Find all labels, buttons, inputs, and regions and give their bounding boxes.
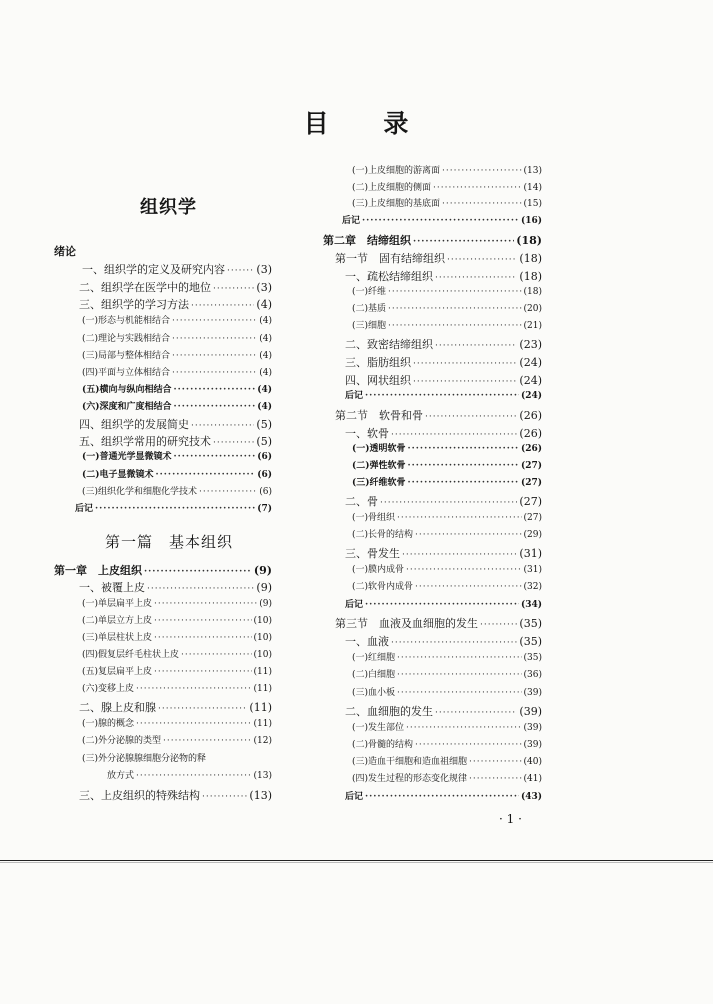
toc-entry (352, 741, 542, 750)
toc-entry (79, 702, 272, 714)
toc-entry-page: (9) (256, 581, 272, 594)
toc-entry-page: (20) (523, 304, 542, 314)
toc-leader-dots (391, 431, 517, 440)
toc-entry (54, 246, 272, 258)
toc-entry-page: (24) (519, 374, 542, 387)
toc-entry-page: (31) (523, 565, 542, 575)
toc-entry-title: (三)单层柱状上皮 (82, 633, 153, 643)
toc-leader-dots (362, 217, 519, 226)
toc-entry-title: (二)弹性软骨 (352, 461, 406, 471)
footer-rule-shadow (0, 862, 713, 863)
toc-entry-page: (10) (253, 650, 272, 660)
toc-entry-title: (一)上皮细胞的游离面 (352, 166, 441, 176)
toc-leader-dots (425, 413, 517, 422)
toc-entry-page: (32) (523, 582, 542, 592)
toc-entry-page: (6) (257, 452, 272, 462)
toc-entry (335, 253, 542, 265)
toc-entry (79, 436, 272, 448)
toc-entry-title: (一)腺的概念 (82, 719, 135, 729)
toc-entry (352, 583, 542, 592)
toc-entry (352, 305, 542, 314)
part-number: 第一篇 (105, 533, 154, 551)
toc-entry-title: 二、骨 (345, 495, 378, 508)
toc-entry-title: 二、组织学在医学中的地位 (79, 281, 211, 294)
toc-entry-page: (34) (520, 600, 542, 610)
toc-entry-title: (二)上皮细胞的侧面 (352, 183, 432, 193)
toc-entry-title: 四、网状组织 (345, 374, 411, 387)
toc-entry-title: (四)平面与立体相结合 (82, 368, 171, 378)
toc-leader-dots (408, 445, 519, 454)
toc-entry-page: (10) (253, 616, 272, 626)
toc-entry (352, 288, 542, 297)
toc-entry-title: (三)组织化学和细胞化学技术 (82, 487, 198, 497)
toc-entry (352, 654, 542, 663)
toc-entry-page: (26) (519, 409, 542, 422)
toc-entry-title: (一)纤维 (352, 287, 387, 297)
toc-entry-page: (41) (523, 774, 542, 784)
toc-leader-dots (413, 360, 517, 369)
toc-entry (82, 634, 272, 643)
toc-leader-dots (191, 302, 254, 311)
toc-entry-page: (35) (519, 635, 542, 648)
toc-entry-page: (21) (523, 321, 542, 331)
part-heading (105, 531, 233, 552)
toc-entry-title: 后记 (345, 792, 364, 802)
toc-leader-dots (397, 689, 521, 698)
toc-entry (82, 386, 272, 395)
toc-entry (82, 668, 272, 677)
toc-entry-title: (一)红细胞 (352, 653, 396, 663)
toc-entry-page: (39) (523, 723, 542, 733)
toc-entry-title: 五、组织学常用的研究技术 (79, 435, 211, 448)
toc-leader-dots (415, 741, 521, 750)
toc-entry (82, 685, 272, 694)
toc-leader-dots (199, 488, 257, 497)
toc-entry-page: (26) (519, 427, 542, 440)
toc-leader-dots (435, 709, 517, 718)
toc-leader-dots (442, 167, 521, 176)
toc-entry (345, 548, 542, 560)
toc-entry-page: (31) (519, 547, 542, 560)
toc-entry-title: 二、致密结缔组织 (345, 338, 433, 351)
toc-leader-dots (191, 422, 254, 431)
toc-entry-title: 第一章 上皮组织 (54, 564, 142, 577)
toc-entry-page: (15) (523, 199, 542, 209)
toc-entry-title: (五)复层扁平上皮 (82, 667, 153, 677)
toc-entry-title: 第三节 血液及血细胞的发生 (335, 617, 478, 630)
toc-leader-dots (154, 600, 257, 609)
toc-leader-dots (202, 793, 247, 802)
toc-leader-dots (136, 772, 252, 781)
toc-entry-title: (六)深度和广度相结合 (82, 402, 172, 412)
toc-leader-dots (406, 566, 521, 575)
page-title (0, 104, 713, 140)
toc-entry (345, 339, 542, 351)
toc-entry-title: (三)外分泌腺腺细胞分泌物的释 (82, 754, 207, 764)
toc-entry (352, 671, 542, 680)
toc-entry (352, 531, 542, 540)
toc-entry (352, 445, 542, 454)
toc-entry-page: (27) (519, 495, 542, 508)
toc-entry-page: (9) (253, 564, 272, 577)
toc-leader-dots (397, 514, 521, 523)
toc-entry-page: (4) (256, 298, 272, 311)
toc-entry (345, 428, 542, 440)
toc-entry-title: (四)发生过程的形态变化规律 (352, 774, 468, 784)
page-number: · 1 · (499, 812, 522, 826)
toc-entry-title: 三、骨发生 (345, 547, 400, 560)
toc-leader-dots (388, 288, 521, 297)
toc-entry-title: 第二节 软骨和骨 (335, 409, 423, 422)
toc-leader-dots (408, 479, 519, 488)
toc-entry-title: 三、上皮组织的特殊结构 (79, 789, 200, 802)
toc-entry (323, 235, 542, 247)
toc-entry-title: (一)普通光学显微镜术 (82, 452, 172, 462)
toc-entry-title: (二)骨髓的结构 (352, 740, 414, 750)
toc-entry-title: (一)骨组织 (352, 513, 396, 523)
toc-entry (335, 410, 542, 422)
toc-entry (82, 617, 272, 626)
toc-entry (79, 582, 272, 594)
toc-entry (82, 453, 272, 462)
toc-entry-title: 绪论 (54, 245, 76, 258)
toc-leader-dots (406, 724, 521, 733)
toc-leader-dots (447, 256, 517, 265)
toc-leader-dots (397, 654, 521, 663)
toc-entry-page: (40) (523, 757, 542, 767)
toc-leader-dots (174, 453, 256, 462)
toc-leader-dots (154, 617, 251, 626)
toc-entry (345, 375, 542, 387)
toc-entry-page: (11) (253, 667, 272, 677)
toc-entry (79, 790, 272, 802)
toc-entry-page: (35) (519, 617, 542, 630)
toc-entry-page: (3) (256, 281, 272, 294)
toc-entry-page: (23) (519, 338, 542, 351)
toc-entry (352, 479, 542, 488)
toc-entry-page: (6) (257, 470, 272, 480)
toc-entry-page: (29) (523, 530, 542, 540)
toc-leader-dots (136, 720, 251, 729)
toc-entry (79, 419, 272, 431)
toc-leader-dots (172, 317, 257, 326)
toc-leader-dots (144, 568, 252, 577)
toc-entry (79, 299, 272, 311)
toc-entry-page: (26) (520, 444, 542, 454)
toc-entry-page: (9) (259, 599, 272, 609)
toc-entry (352, 462, 542, 471)
toc-leader-dots (442, 200, 521, 209)
toc-leader-dots (172, 369, 257, 378)
toc-entry-page: (7) (257, 504, 272, 514)
toc-entry (335, 618, 542, 630)
toc-leader-dots (158, 705, 247, 714)
toc-entry-page: (6) (259, 487, 272, 497)
toc-leader-dots (163, 737, 251, 746)
toc-entry (352, 724, 542, 733)
toc-entry-page: (36) (523, 670, 542, 680)
toc-entry (352, 200, 542, 209)
toc-entry-page: (13) (523, 166, 542, 176)
toc-entry-title: (三)局部与整体相结合 (82, 351, 171, 361)
toc-entry (82, 488, 272, 497)
toc-entry (345, 392, 542, 401)
toc-entry-title: 三、脂肪组织 (345, 356, 411, 369)
toc-leader-dots (181, 651, 251, 660)
toc-entry (82, 264, 272, 276)
toc-entry-title: (二)基质 (352, 304, 387, 314)
toc-entry-page: (35) (523, 653, 542, 663)
toc-leader-dots (154, 634, 251, 643)
toc-leader-dots (408, 462, 519, 471)
toc-entry (82, 737, 272, 746)
toc-entry-title: (二)白细胞 (352, 670, 396, 680)
toc-entry (345, 271, 542, 283)
toc-entry-title: 一、疏松结缔组织 (345, 270, 433, 283)
toc-leader-dots (435, 342, 517, 351)
toc-leader-dots (95, 505, 255, 514)
toc-entry-title: (三)上皮细胞的基底面 (352, 199, 441, 209)
toc-entry-title: 后记 (345, 600, 364, 610)
toc-entry (107, 772, 272, 781)
toc-leader-dots (388, 305, 521, 314)
toc-entry-page: (18) (516, 234, 542, 247)
toc-entry-page: (14) (523, 183, 542, 193)
toc-entry (82, 720, 272, 729)
toc-leader-dots (147, 585, 254, 594)
toc-entry-title: 一、组织学的定义及研究内容 (82, 263, 225, 276)
toc-entry (345, 636, 542, 648)
toc-entry (345, 601, 542, 610)
toc-entry-title: 放方式 (107, 771, 135, 781)
toc-entry (82, 369, 272, 378)
toc-entry (82, 471, 272, 480)
toc-entry (54, 565, 272, 577)
toc-entry (352, 184, 542, 193)
toc-entry-page: (43) (520, 792, 542, 802)
toc-entry-page: (27) (523, 513, 542, 523)
toc-entry (352, 566, 542, 575)
toc-entry-page: (11) (253, 684, 272, 694)
toc-leader-dots (227, 267, 254, 276)
toc-entry (352, 775, 542, 784)
toc-entry (75, 505, 272, 514)
toc-entry-page: (11) (249, 701, 272, 714)
toc-entry (345, 706, 542, 718)
toc-entry (352, 322, 542, 331)
toc-entry (352, 689, 542, 698)
toc-leader-dots (213, 439, 254, 448)
toc-entry-title: (五)横向与纵向相结合 (82, 385, 172, 395)
toc-entry-title: (二)电子显微镜术 (82, 470, 154, 480)
toc-entry-title: 后记 (345, 391, 364, 401)
toc-leader-dots (402, 551, 517, 560)
toc-entry-page: (24) (519, 356, 542, 369)
toc-entry-page: (24) (520, 391, 542, 401)
toc-entry (82, 352, 272, 361)
toc-entry-title: 后记 (75, 504, 94, 514)
toc-leader-dots (480, 621, 517, 630)
toc-entry-page: (5) (256, 418, 272, 431)
toc-leader-dots (365, 601, 519, 610)
toc-entry-title: 一、软骨 (345, 427, 389, 440)
toc-leader-dots (415, 583, 521, 592)
toc-entry-title: (三)血小板 (352, 688, 396, 698)
toc-entry-page: (13) (253, 771, 272, 781)
toc-leader-dots (415, 531, 521, 540)
toc-entry-page: (18) (519, 270, 542, 283)
toc-leader-dots (469, 758, 521, 767)
toc-entry-title: 一、被覆上皮 (79, 581, 145, 594)
toc-entry-page: (39) (523, 740, 542, 750)
toc-entry-page: (10) (253, 633, 272, 643)
title-char-1: 目 (303, 109, 330, 138)
toc-entry-page: (27) (520, 478, 542, 488)
toc-leader-dots (365, 793, 519, 802)
toc-leader-dots (213, 285, 254, 294)
toc-leader-dots (397, 671, 521, 680)
toc-entry-page: (16) (520, 216, 542, 226)
toc-entry-title: 四、组织学的发展简史 (79, 418, 189, 431)
toc-entry-title: 二、腺上皮和腺 (79, 701, 156, 714)
toc-entry-page: (18) (519, 252, 542, 265)
toc-entry-page: (4) (257, 385, 272, 395)
toc-leader-dots (174, 386, 256, 395)
toc-entry-page: (39) (519, 705, 542, 718)
toc-leader-dots (413, 238, 514, 247)
toc-entry-title: 二、血细胞的发生 (345, 705, 433, 718)
toc-leader-dots (174, 403, 256, 412)
toc-entry (82, 403, 272, 412)
toc-leader-dots (433, 184, 521, 193)
toc-leader-dots (156, 471, 256, 480)
toc-entry (79, 282, 272, 294)
toc-leader-dots (435, 274, 517, 283)
toc-entry (82, 755, 272, 764)
toc-leader-dots (172, 352, 257, 361)
toc-entry-page: (13) (249, 789, 272, 802)
toc-leader-dots (413, 378, 517, 387)
toc-entry (82, 335, 272, 344)
part-name: 基本组织 (169, 533, 234, 551)
toc-leader-dots (136, 685, 251, 694)
toc-entry-title: 一、血液 (345, 635, 389, 648)
toc-entry (82, 317, 272, 326)
toc-entry-page: (12) (253, 736, 272, 746)
toc-entry (342, 217, 542, 226)
toc-entry-title: 第二章 结缔组织 (323, 234, 411, 247)
toc-entry-title: 第一节 固有结缔组织 (335, 252, 445, 265)
toc-entry-title: (三)造血干细胞和造血祖细胞 (352, 757, 468, 767)
toc-entry-title: (一)透明软骨 (352, 444, 406, 454)
toc-leader-dots (469, 775, 521, 784)
toc-entry-page: (4) (259, 316, 272, 326)
title-char-2: 录 (383, 109, 410, 138)
toc-entry-page: (4) (259, 368, 272, 378)
toc-entry-title: (三)细胞 (352, 321, 387, 331)
toc-entry-title: (一)单层扁平上皮 (82, 599, 153, 609)
toc-leader-dots (391, 639, 517, 648)
toc-leader-dots (365, 392, 519, 401)
toc-entry-page: (4) (257, 402, 272, 412)
toc-entry-title: (二)外分泌腺的类型 (82, 736, 162, 746)
toc-entry-page: (4) (259, 351, 272, 361)
toc-entry (345, 793, 542, 802)
toc-entry (352, 167, 542, 176)
footer-rule (0, 860, 713, 861)
toc-entry (345, 496, 542, 508)
toc-entry-title: (二)软骨内成骨 (352, 582, 414, 592)
toc-entry-page: (39) (523, 688, 542, 698)
toc-entry-title: 后记 (342, 216, 361, 226)
toc-entry-page: (11) (253, 719, 272, 729)
toc-entry-page: (5) (256, 435, 272, 448)
toc-leader-dots (172, 335, 257, 344)
toc-entry-title: (二)单层立方上皮 (82, 616, 153, 626)
toc-entry-title: (三)纤维软骨 (352, 478, 406, 488)
toc-entry (345, 357, 542, 369)
toc-entry-page: (4) (259, 334, 272, 344)
toc-entry-title: (六)变移上皮 (82, 684, 135, 694)
toc-leader-dots (388, 322, 521, 331)
toc-leader-dots (380, 499, 517, 508)
toc-entry (352, 758, 542, 767)
toc-entry (352, 514, 542, 523)
toc-entry-title: (一)发生部位 (352, 723, 405, 733)
toc-leader-dots (154, 668, 251, 677)
toc-entry-title: (一)膜内成骨 (352, 565, 405, 575)
toc-entry-title: (一)形态与机能相结合 (82, 316, 171, 326)
toc-entry-title: (二)理论与实践相结合 (82, 334, 171, 344)
toc-entry-page: (3) (256, 263, 272, 276)
toc-entry-page: (27) (520, 461, 542, 471)
section-heading-histology: 组织学 (140, 197, 197, 218)
toc-entry-title: (二)长骨的结构 (352, 530, 414, 540)
toc-entry-title: 三、组织学的学习方法 (79, 298, 189, 311)
toc-entry (82, 651, 272, 660)
toc-entry-page: (18) (523, 287, 542, 297)
toc-entry-title: (四)假复层纤毛柱状上皮 (82, 650, 180, 660)
toc-entry (82, 600, 272, 609)
